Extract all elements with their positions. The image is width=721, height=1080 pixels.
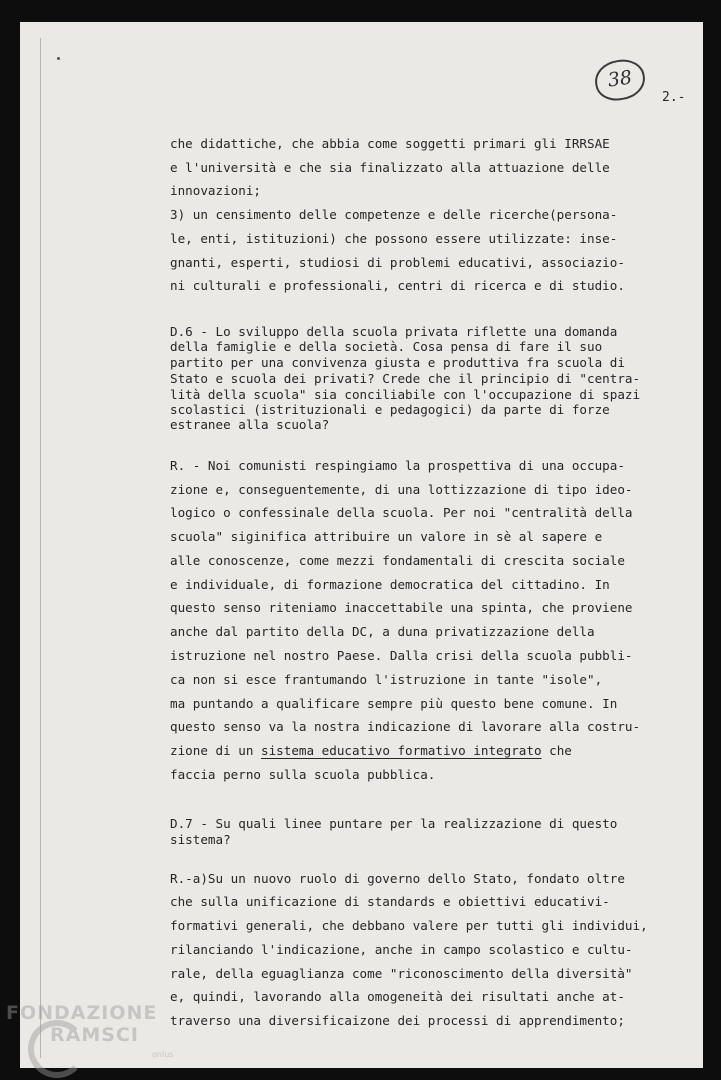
underlined-phrase: sistema educativo formativo integrato bbox=[261, 743, 542, 758]
watermark-sub: onlus bbox=[152, 1050, 174, 1059]
text-line: innovazioni; bbox=[170, 183, 261, 198]
answer-line-underlined bbox=[170, 743, 572, 758]
answer-line: e individuale, di formazione democratica del cittadino. In bbox=[170, 577, 610, 592]
text-line: ni culturali e professionali, centri di ricerca e di studio. bbox=[170, 278, 625, 293]
text-line: le, enti, istituzioni) che possono essere utilizzate: inse- bbox=[170, 231, 618, 246]
question-line: Stato e scuola dei privati? Crede che il principio di "centra- bbox=[170, 371, 641, 386]
answer-line: zione e, conseguentemente, di una lottizzazione di tipo ideo- bbox=[170, 482, 633, 497]
question-line: D.7 - Su quali linee puntare per la realizzazione di questo bbox=[170, 816, 618, 831]
page-number: 2.- bbox=[662, 90, 686, 105]
page-fold-line bbox=[40, 38, 41, 1058]
watermark-line1: FONDAZIONE bbox=[6, 1002, 158, 1024]
answer-line: anche dal partito della DC, a duna privatizzazione della bbox=[170, 624, 595, 639]
answer-line: faccia perno sulla scuola pubblica. bbox=[170, 767, 436, 782]
handwritten-page-number: 38 bbox=[606, 66, 634, 92]
question-line: D.6 - Lo sviluppo della scuola privata riflette una domanda bbox=[170, 324, 618, 339]
text-line: 3) un censimento delle competenze e delle ricerche(persona- bbox=[170, 207, 618, 222]
paper-speck bbox=[57, 57, 60, 60]
text-span: zione di un bbox=[170, 743, 261, 758]
answer-line: questo senso riteniamo inaccettabile una spinta, che proviene bbox=[170, 600, 633, 615]
answer-line: logico o confessinale della scuola. Per noi "centralità della bbox=[170, 505, 633, 520]
answer-line: che sulla unificazione di standards e obiettivi educativi- bbox=[170, 894, 610, 909]
answer-line: scuola" siginifica attribuire un valore in sè al sapere e bbox=[170, 529, 603, 544]
answer-line: R.-a)Su un nuovo ruolo di governo dello Stato, fondato oltre bbox=[170, 871, 625, 886]
text-line: e l'università e che sia finalizzato alla attuazione delle bbox=[170, 160, 610, 175]
text-span: che bbox=[541, 743, 572, 758]
document-page bbox=[20, 22, 703, 1068]
answer-line: rilanciando l'indicazione, anche in campo scolastico e cultu- bbox=[170, 942, 633, 957]
answer-line: e, quindi, lavorando alla omogeneità dei risultati anche at- bbox=[170, 989, 625, 1004]
answer-line: ma puntando a qualificare sempre più questo bene comune. In bbox=[170, 696, 618, 711]
question-line: scolastici (istrituzionali e pedagogici) da parte di forze bbox=[170, 402, 610, 417]
question-line: estranee alla scuola? bbox=[170, 417, 330, 432]
question-line: partito per una convivenza giusta e produttiva fra scuola di bbox=[170, 355, 625, 370]
answer-line: alle conoscenze, come mezzi fondamentali di crescita sociale bbox=[170, 553, 625, 568]
answer-line: formativi generali, che debbano valere per tutti gli individui, bbox=[170, 918, 648, 933]
answer-line: traverso una diversificaizone dei processi di apprendimento; bbox=[170, 1013, 625, 1028]
answer-line: ca non si esce frantumando l'istruzione in tante "isole", bbox=[170, 672, 603, 687]
text-line: gnanti, esperti, studiosi di problemi educativi, associazio- bbox=[170, 255, 625, 270]
answer-line: R. - Noi comunisti respingiamo la prospettiva di una occupa- bbox=[170, 458, 625, 473]
text-line: che didattiche, che abbia come soggetti primari gli IRRSAE bbox=[170, 136, 610, 151]
answer-line: rale, della eguaglianza come "riconoscimento della diversità" bbox=[170, 966, 633, 981]
answer-line: questo senso va la nostra indicazione di lavorare alla costru- bbox=[170, 719, 641, 734]
answer-line: istruzione nel nostro Paese. Dalla crisi della scuola pubbli- bbox=[170, 648, 633, 663]
question-line: sistema? bbox=[170, 832, 231, 847]
fondazione-gramsci-watermark bbox=[6, 1002, 186, 1074]
watermark-line2: RAMSCI bbox=[50, 1024, 139, 1046]
question-line: lità della scuola" sia conciliabile con l'occupazione di spazi bbox=[170, 387, 641, 402]
question-line: della famiglie e della società. Cosa pensa di fare il suo bbox=[170, 339, 603, 354]
